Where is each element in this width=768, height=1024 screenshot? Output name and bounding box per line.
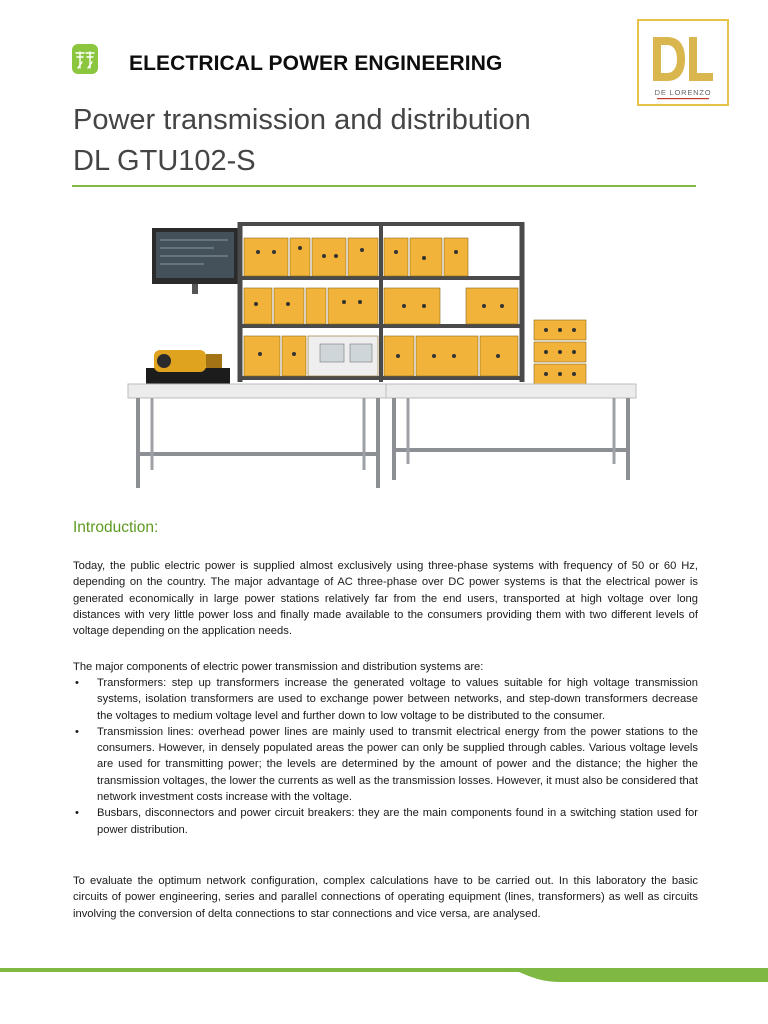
de-lorenzo-logo bbox=[637, 19, 729, 106]
title-divider bbox=[72, 185, 696, 187]
bullet-icon: • bbox=[75, 677, 79, 689]
page-title: Power transmission and distribution bbox=[73, 104, 531, 136]
product-code: DL GTU102-S bbox=[73, 145, 256, 177]
bullet-icon: • bbox=[75, 807, 79, 820]
product-photo bbox=[124, 218, 644, 490]
power-tower-icon bbox=[72, 44, 98, 74]
list-item: • Transmission lines: overhead power lines are mainly used to transmit electrical energy from the power stations to the consumers. However, in densely populated areas the power can only be supplied through cables. Various voltage levels are used for transmitting power; the levels are determined by the amount of power and the distance; the higher the transmission voltages, the lower the currents as well as the transmission losses. However, it must also be considered that network investment costs increase with the voltage. bbox=[75, 725, 698, 804]
conclusion-paragraph: To evaluate the optimum network configuration, complex calculations have to be carried out. In this laboratory the basic circuits of power engineering, series and parallel connections of operating equipment (lines, transformers) as well as circuits involving the conversion of delta connections to star connections and vice versa, are analysed. bbox=[73, 875, 698, 920]
intro-paragraph: Today, the public electric power is supplied almost exclusively using three-phase systems with frequency of 50 or 60 Hz, depending on the country. The major advantage of AC three-phase over DC power systems is that the electrical power is generated economically in large power stations relatively far from the end users, transported at high voltage over long distances with very little power loss and finally made available to the consumers providing them with two different levels of voltage depending on the application needs. bbox=[73, 560, 698, 638]
footer-stripe bbox=[0, 962, 768, 982]
logo-text: DE LORENZO bbox=[654, 88, 712, 97]
category-title: ELECTRICAL POWER ENGINEERING bbox=[129, 52, 503, 75]
list-item: • Transformers: step up transformers increase the generated voltage to values suitable for high voltage transmission systems, isolation transformers are used to exchange power between networks, and step-down transformers decrease the voltages to medium voltage level and further down to low voltage to be distributed to the consumer. bbox=[75, 677, 698, 722]
motor-image bbox=[146, 350, 230, 388]
section-heading: Introduction: bbox=[73, 519, 159, 536]
work-tables bbox=[128, 384, 636, 488]
components-list bbox=[73, 675, 698, 838]
monitor-image bbox=[152, 228, 238, 294]
bullet-icon: • bbox=[75, 725, 79, 738]
list-item: • Busbars, disconnectors and power circuit breakers: they are the main components found in a switching station used for power distribution. bbox=[75, 807, 698, 836]
components-intro: The major components of electric power transmission and distribution systems are: bbox=[73, 661, 484, 673]
